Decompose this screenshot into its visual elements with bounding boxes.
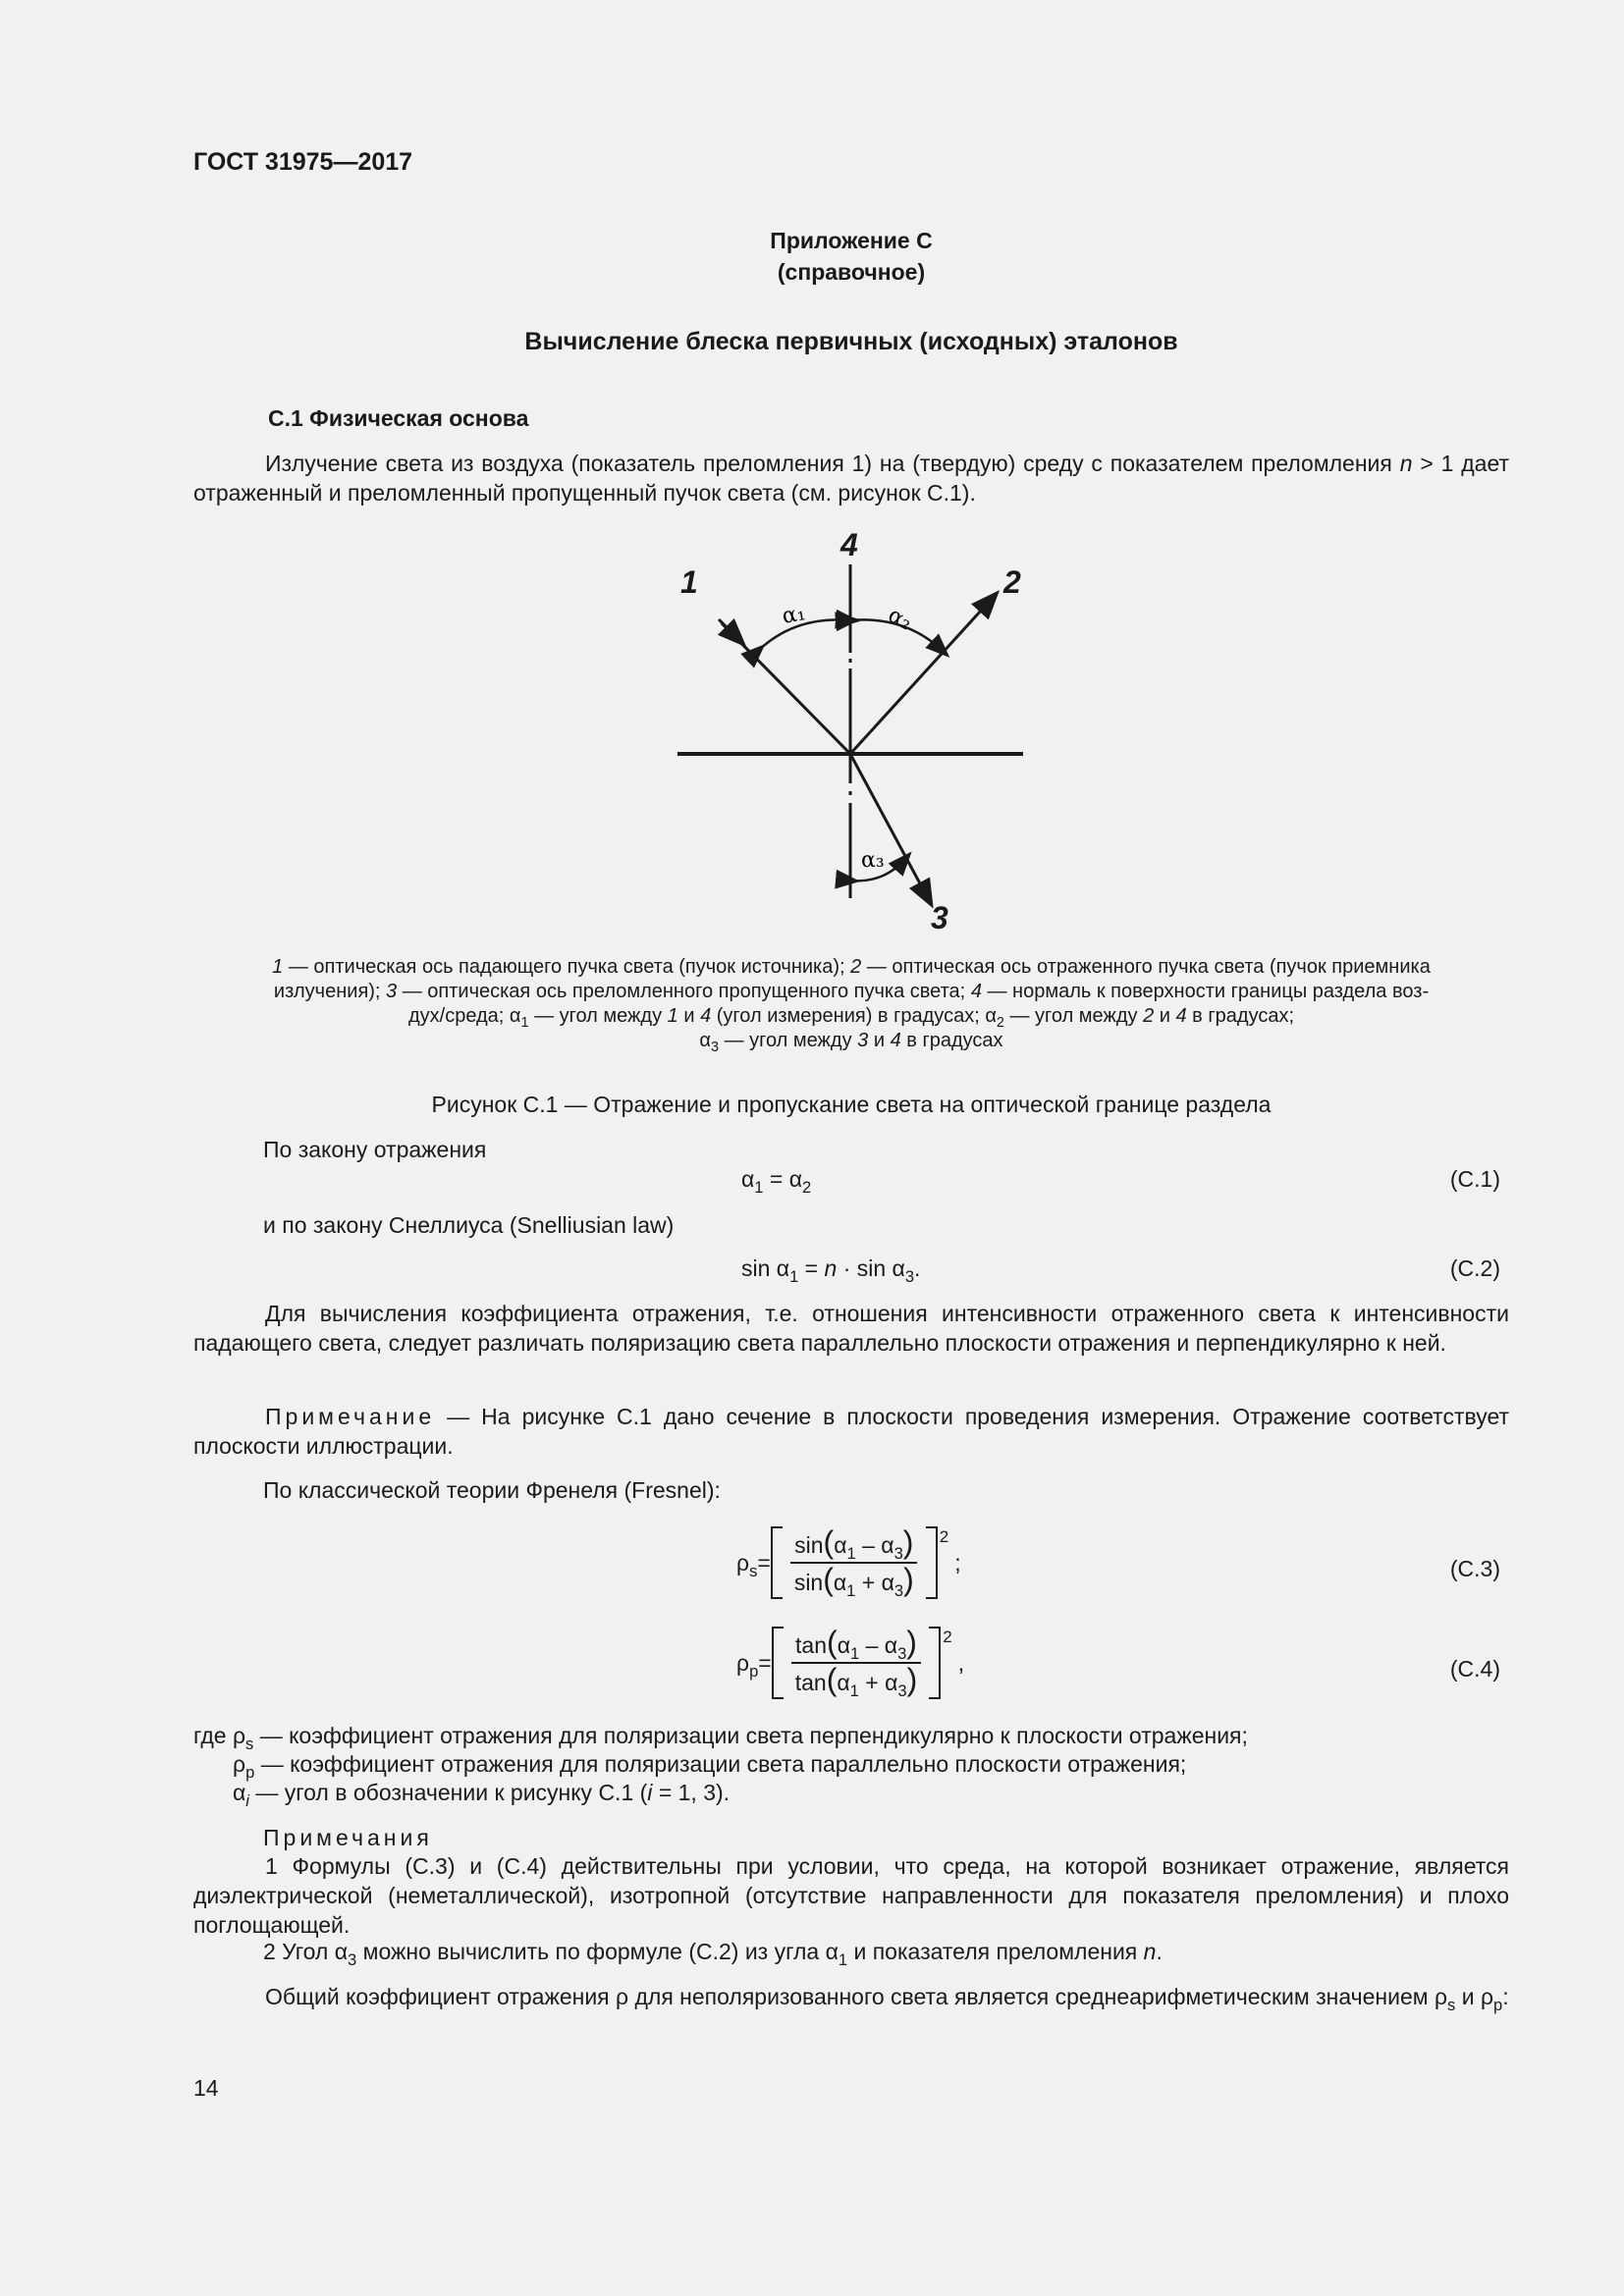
where-alpha: $\alpha_i$ — угол в обозначении к рисунку С.1 (i = 1, 3).	[233, 1780, 731, 1810]
note-text: — На рисунке С.1 дано сечение в плоскости проведения измерения. Отражение соответствует плоскости иллюстрации.	[193, 1404, 1510, 1459]
section-title: С.1 Физическая основа	[268, 405, 529, 431]
appendix-heading: Вычисление блеска первичных (исходных) эталонов	[524, 328, 1178, 355]
document-id: ГОСТ 31975—2017	[193, 148, 413, 176]
incident-arrow	[719, 619, 738, 639]
equation-c3: $\rho_s=$ $\frac{\sin(\alpha_1 - \alpha_3)}{\sin(\alpha_1 + \alpha_3)}$ 2 ;	[736, 1524, 961, 1600]
figure-label-3: 3	[931, 900, 948, 935]
paragraph-intro	[193, 449, 1509, 507]
note-1: 1 Формулы (С.3) и (С.4) действительны при условии, что среда, на которой возникает отражение, является диэлектрической (неметаллической), изотропной (отсутствие направленности для показателя преломления) и плохо поглощающей.	[193, 1853, 1509, 1938]
alpha2-label: α₂	[884, 603, 916, 636]
refracted-beam	[850, 754, 928, 898]
figure-title: Рисунок С.1 — Отражение и пропускание света на оптической границе раздела	[431, 1092, 1272, 1117]
alpha1-label: α₁	[780, 601, 808, 629]
legend-line-4: $\alpha_3$ — угол между 3 и 4 в градусах	[699, 1030, 1003, 1056]
intro-n: n	[1399, 451, 1413, 476]
equation-c1-label: (С.1)	[1449, 1166, 1500, 1192]
page-number: 14	[193, 2075, 219, 2101]
intro-text-a: Излучение света из воздуха (показатель преломления 1) на (твердую) среду с показателем преломления	[265, 451, 1392, 476]
fresnel-text: По классической теории Френеля (Fresnel):	[263, 1477, 721, 1503]
legend-line-2: излучения); 3 — оптическая ось преломленного пропущенного пучка света; 4 — нормаль к поверхности границы раздела воз-	[273, 981, 1430, 1002]
snell-law-text: и по закону Снеллиуса (Snelliusian law)	[263, 1212, 675, 1238]
equation-c4-label: (С.4)	[1449, 1656, 1500, 1682]
figure-label-2: 2	[1003, 564, 1021, 600]
legend-line-1: 1 — оптическая ось падающего пучка света (пучок источника); 2 — оптическая ось отраженного пучка света (пучок приемника	[272, 956, 1431, 978]
equation-c2-label: (С.2)	[1449, 1255, 1500, 1281]
where-rho-s: где $\rho_s$ — коэффициент отражения для поляризации света перпендикулярно к плоскости отражения;	[193, 1723, 1248, 1753]
note-label: Примечание	[265, 1404, 436, 1429]
figure-c1-diagram	[648, 525, 1060, 947]
equation-c1: $\alpha_1 = \alpha_2$	[741, 1166, 812, 1197]
figure-label-4: 4	[840, 527, 858, 562]
alpha3-label: α₃	[861, 848, 885, 873]
paragraph-coefficient: Для вычисления коэффициента отражения, т.е. отношения интенсивности отраженного света к интенсивности падающего света, следует различать поляризацию света параллельно плоскости отражения и перпендикулярно к ней.	[193, 1301, 1509, 1356]
reflection-law-text: По закону отражения	[263, 1137, 487, 1162]
equation-c4: $\rho_p=$ $\frac{\tan(\alpha_1 - \alpha_3)}{\tan(\alpha_1 + \alpha_3)}$ 2 ,	[736, 1625, 965, 1700]
equation-c3-label: (С.3)	[1449, 1556, 1500, 1581]
legend-line-3: дух/среда; $\alpha_1$ — угол между 1 и 4 (угол измерения) в градусах; $\alpha_2$ — угол между 2 и 4 в градусах;	[407, 1005, 1295, 1032]
reflected-beam	[850, 599, 992, 754]
intro-text-b: > 1 дает отраженный и преломленный пропущенный пучок света (см. рисунок С.1).	[193, 451, 1510, 506]
figure-legend	[193, 955, 1509, 1056]
note-paragraph	[193, 1402, 1509, 1461]
note-2: 2 Угол $\alpha_3$ можно вычислить по формуле (С.2) из угла $\alpha_1$ и показателя преломления n.	[263, 1939, 1163, 1969]
where-rho-p: $\rho_p$ — коэффициент отражения для поляризации света параллельно плоскости отражения;	[233, 1751, 1187, 1782]
appendix-subtitle: (справочное)	[777, 259, 926, 285]
notes-label: Примечания	[263, 1825, 433, 1850]
incident-beam	[722, 623, 850, 754]
appendix-title: Приложение С	[770, 228, 933, 253]
final-paragraph: Общий коэффициент отражения ρ для неполяризованного света является среднеарифметическим значением $\rho_s$ и $\rho_p$:	[265, 1984, 1509, 2014]
figure-label-1: 1	[680, 564, 698, 600]
equation-c2: $\sin \alpha_1 = n \cdot \sin \alpha_3$.	[741, 1255, 921, 1286]
